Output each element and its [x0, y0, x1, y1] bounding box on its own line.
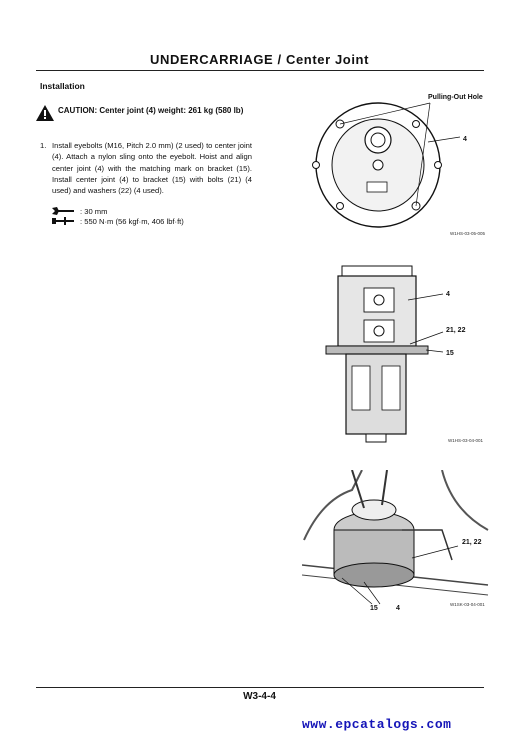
- wrench-spec-row: [52, 207, 107, 217]
- page-number: W3-4-4: [243, 691, 276, 702]
- step-text: Install eyebolts (M16, Pitch 2.0 mm) (2 used) to center joint (4). Attach a nylon sling onto the eyebolt. Hoist and align center joint (4) with the matching mark on bracket (15). Install center joint (4) to bracket (15) with bolts (21) (4 used) and washers (22) (4 used).: [52, 141, 252, 196]
- header-rule: [36, 70, 484, 71]
- torque-spec: : 550 N·m (56 kgf·m, 406 lbf·ft): [80, 217, 184, 226]
- callout-part-4: 4: [446, 291, 450, 298]
- warning-icon: [36, 105, 54, 121]
- callout-part-4: 4: [396, 605, 400, 612]
- step-number: 1.: [40, 141, 47, 150]
- figure-code: W1HS-03-05-005: [450, 231, 486, 236]
- section-heading: Installation: [40, 81, 85, 91]
- wrench-spec: : 30 mm: [80, 207, 108, 216]
- figure-center-joint-installed: [302, 470, 490, 615]
- step-1: [40, 140, 252, 196]
- figure-center-joint-top-view: [310, 85, 490, 240]
- caution-text: CAUTION: Center joint (4) weight: 261 kg (580 lb): [58, 106, 244, 115]
- callout-pulling-out-hole: Pulling-Out Hole: [428, 94, 483, 101]
- callout-part-4: 4: [463, 136, 467, 143]
- torque-wrench-icon: [52, 217, 74, 225]
- wrench-icon: [52, 207, 74, 215]
- torque-spec-row: [52, 217, 184, 227]
- callout-part-15: 15: [446, 350, 454, 357]
- callout-parts-21-22: 21, 22: [446, 327, 466, 334]
- page-title: UNDERCARRIAGE / Center Joint: [149, 52, 370, 67]
- figure-code: W1SK-03-04-001: [450, 602, 485, 607]
- callout-part-15: 15: [370, 605, 378, 612]
- callout-parts-21-22: 21, 22: [462, 539, 482, 546]
- figure-code: W1HS-03-04-001: [448, 438, 484, 443]
- figure-center-joint-side-view: [318, 262, 493, 447]
- footer-rule: [36, 687, 484, 688]
- website-link[interactable]: www.epcatalogs.com: [302, 717, 452, 732]
